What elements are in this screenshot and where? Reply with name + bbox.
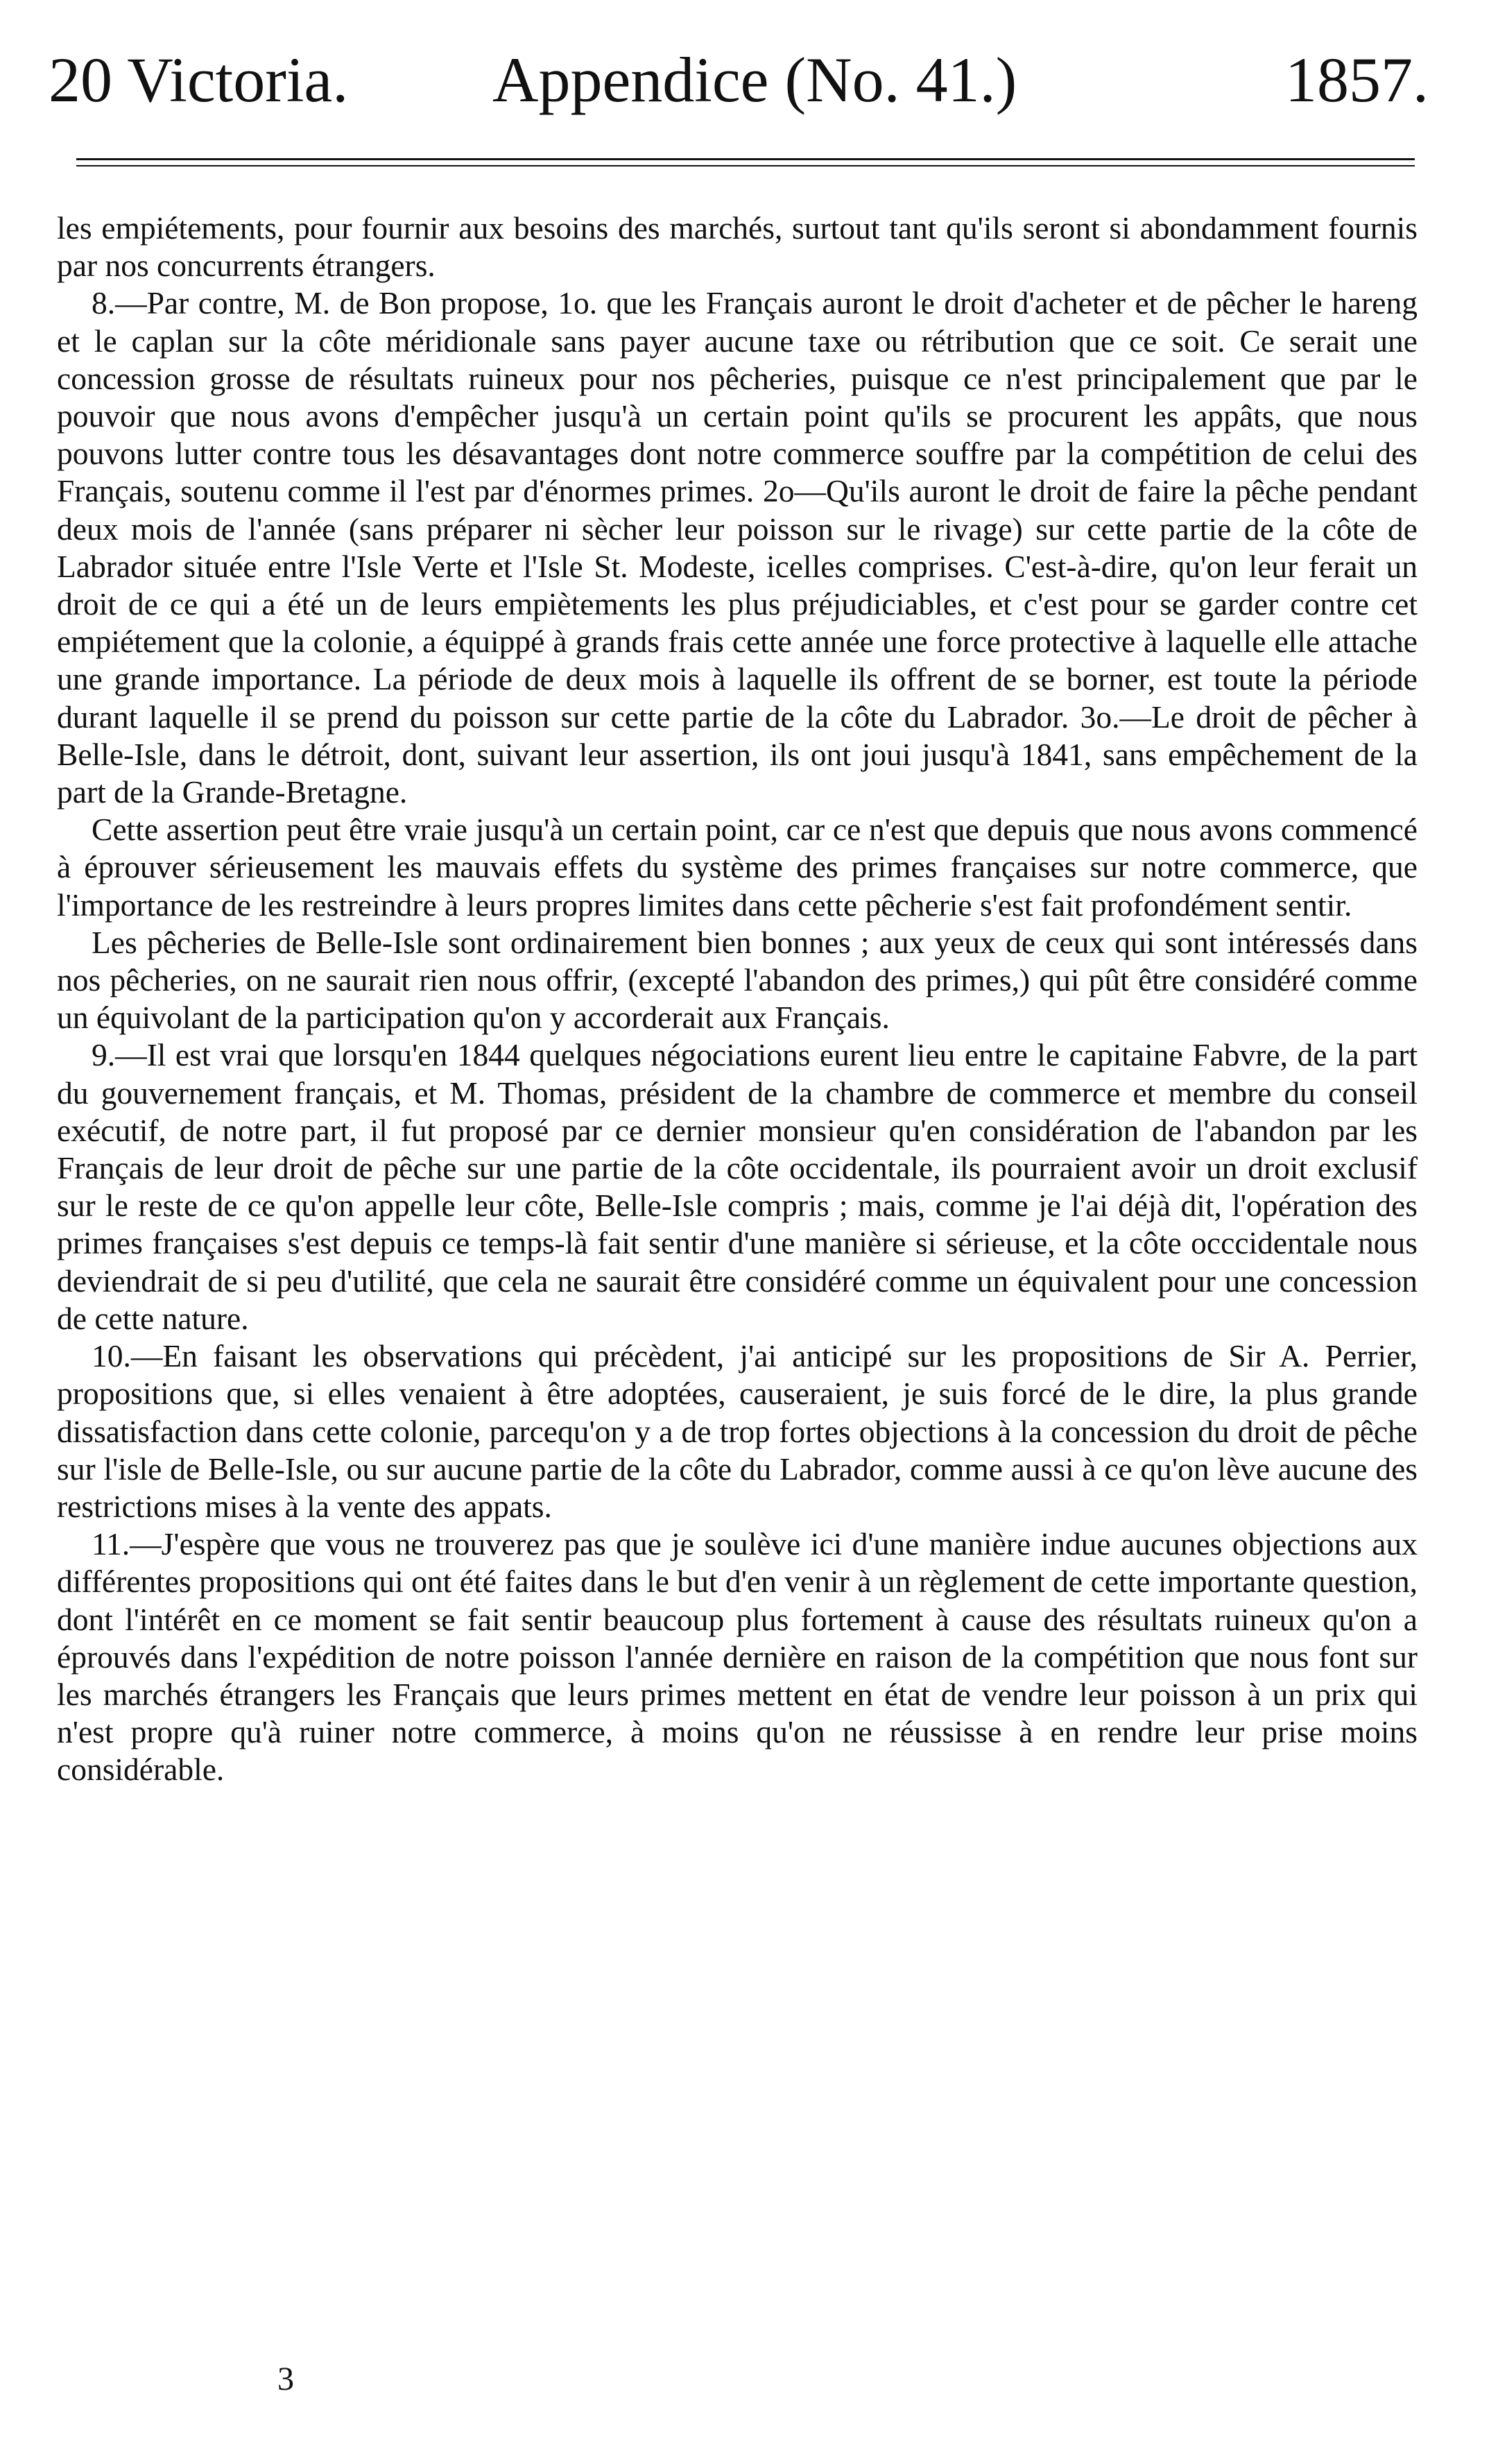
- header-rule-top: [76, 158, 1415, 160]
- page-number: 3: [277, 2361, 294, 2397]
- paragraph-continuation: les empiétements, pour fournir aux besoins des marchés, surtout tant qu'ils seront si abondamment fournis par nos concurrents étrangers.: [57, 210, 1418, 284]
- running-header: [49, 42, 1429, 118]
- body-text: [57, 209, 1418, 1789]
- paragraph-belle-isle: Les pêcheries de Belle-Isle sont ordinairement bien bonnes ; aux yeux de ceux qui sont intéressés dans nos pêcheries, on ne saurait rien nous offrir, (excepté l'abandon des primes,) qui pût être considéré comme un équivolant de la participation qu'on y accorderait aux Français.: [57, 924, 1418, 1036]
- paragraph-11: 11.—J'espère que vous ne trouverez pas que je soulève ici d'une manière indue aucunes objections aux différentes propositions qui ont été faites dans le but d'en venir à un règlement de cette importante question, dont l'intérêt en ce moment se fait sentir beaucoup plus fortement à cause des résultats ruineux qu'on a éprouvés dans l'expédition de notre poisson l'année dernière en raison de la compétition que nous font sur les marchés étrangers les Français que leurs primes mettent en état de vendre leur poisson à un prix qui n'est propre qu'à ruiner notre commerce, à moins qu'on ne réussisse à en rendre leur prise moins considérable.: [57, 1526, 1418, 1788]
- paragraph-10: 10.—En faisant les observations qui précèdent, j'ai anticipé sur les propositions de Sir A. Perrier, propositions que, si elles venaient à être adoptées, causeraient, je suis forcé de le dire, la plus grande dissatisfaction dans cette colonie, parcequ'on y a de trop fortes objections à la concession du droit de pêche sur l'isle de Belle-Isle, ou sur aucune partie de la côte du Labrador, comme aussi à ce qu'on lève aucune des restrictions mises à la vente des appats.: [57, 1338, 1418, 1524]
- paragraph-assertion: Cette assertion peut être vraie jusqu'à un certain point, car ce n'est que depuis que nous avons commencé à éprouver sérieusement les mauvais effets du système des primes françaises sur notre commerce, que l'importance de les restreindre à leurs propres limites dans cette pêcherie s'est fait profondément sentir.: [57, 812, 1418, 923]
- header-session: 20 Victoria.: [49, 44, 349, 115]
- header-year: 1857.: [1285, 44, 1429, 115]
- paragraph-9: 9.—Il est vrai que lorsqu'en 1844 quelques négociations eurent lieu entre le capitaine Fabvre, de la part du gouvernement français, et M. Thomas, président de la chambre de commerce et membre du conseil exécutif, de notre part, il fut proposé par ce dernier monsieur qu'en considération de l'abandon par les Français de leur droit de pêche sur une partie de la côte occidentale, ils pourraient avoir un droit exclusif sur le reste de ce qu'on appelle leur côte, Belle-Isle compris ; mais, comme je l'ai déjà dit, l'opération des primes françaises s'est depuis ce temps-là fait sentir d'une manière si sérieuse, et la côte occcidentale nous deviendrait de si peu d'utilité, que cela ne saurait être considéré comme un équivalent pour une concession de cette nature.: [57, 1037, 1418, 1336]
- header-rule-bottom: [76, 165, 1415, 166]
- header-appendix: Appendice (No. 41.): [492, 44, 1017, 115]
- paragraph-8: 8.—Par contre, M. de Bon propose, 1o. que les Français auront le droit d'acheter et de pêcher le hareng et le caplan sur la côte méridionale sans payer aucune taxe ou rétribution que ce soit. Ce serait une concession grosse de résultats ruineux pour nos pêcheries, puisque ce n'est principalement que par le pouvoir que nous avons d'empêcher jusqu'à un certain point qu'ils se procurent les appâts, que nous pouvons lutter contre tous les désavantages dont notre commerce souffre par la compétition de celui des Français, soutenu comme il l'est par d'énormes primes. 2o—Qu'ils auront le droit de faire la pêche pendant deux mois de l'année (sans préparer ni sècher leur poisson sur le rivage) sur cette partie de la côte de Labrador située entre l'Isle Verte et l'Isle St. Modeste, icelles comprises. C'est-à-dire, qu'on leur ferait un droit de ce qui a été un de leurs empiètements les plus préjudiciables, et c'est pour se garder contre cet empiétement que la colonie, a équippé à grands frais cette année une force protective à laquelle elle attache une grande importance. La période de deux mois à laquelle ils offrent de se borner, est toute la période durant laquelle il se prend du poisson sur cette partie de la côte du Labrador. 3o.—Le droit de pêcher à Belle-Isle, dans le détroit, dont, suivant leur assertion, ils ont joui jusqu'à 1841, sans empêchement de la part de la Grande-Bretagne.: [57, 285, 1418, 810]
